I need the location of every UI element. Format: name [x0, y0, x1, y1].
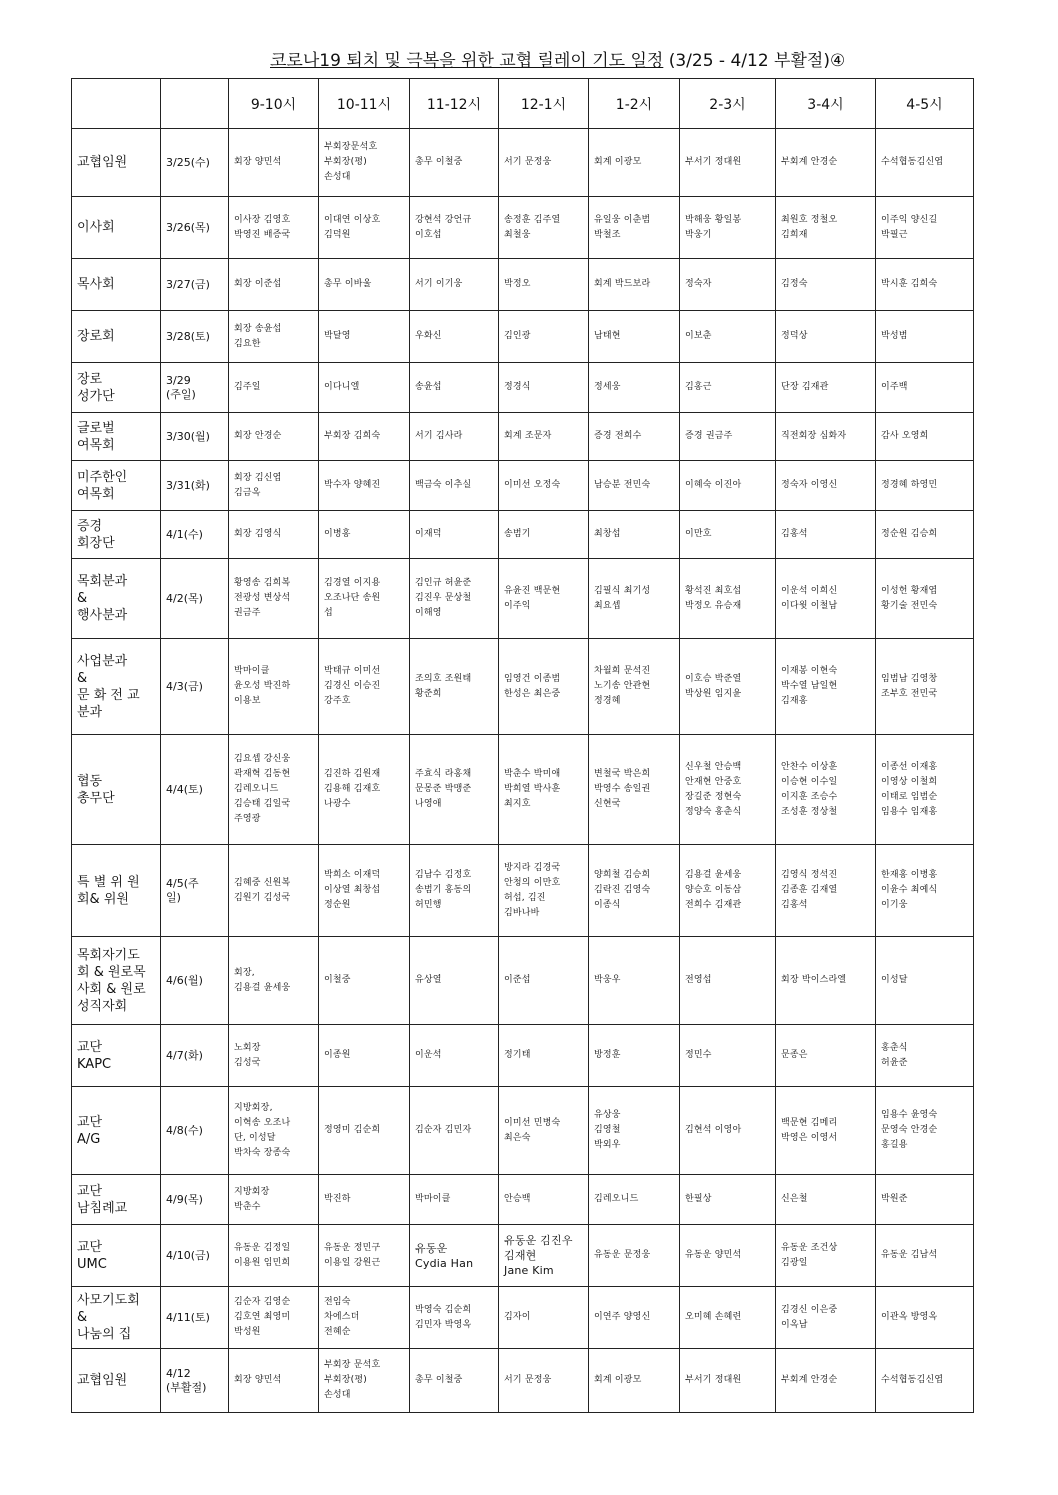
time-slot-cell: 전영섭	[680, 937, 776, 1025]
time-slot-cell: 김순자 김영순 김호연 최영미 박성원	[229, 1287, 319, 1349]
prayer-schedule-table	[71, 78, 974, 1413]
time-slot-cell: 이성헌 황재엽 황기술 전민숙	[876, 559, 974, 639]
time-slot-cell: 김남수 김정호 송범기 홍동의 허민행	[410, 845, 499, 937]
schedule-row	[72, 363, 974, 413]
time-slot-cell: 남승분 전민숙	[589, 461, 680, 511]
column-header-5: 12-1시	[499, 79, 589, 129]
time-slot-cell: 이주백	[876, 363, 974, 413]
time-slot-cell: 차월희 문석진 노기송 안관현 정경혜	[589, 639, 680, 735]
time-slot-cell: 김홍근	[680, 363, 776, 413]
date-cell: 3/25(수)	[161, 129, 229, 197]
column-header-6: 1-2시	[589, 79, 680, 129]
date-cell: 3/27(금)	[161, 259, 229, 311]
date-cell: 3/26(목)	[161, 197, 229, 259]
schedule-row	[72, 1025, 974, 1087]
schedule-row	[72, 559, 974, 639]
schedule-row	[72, 197, 974, 259]
column-header-2: 9-10시	[229, 79, 319, 129]
time-slot-cell: 이사장 김영호 박영진 배증국	[229, 197, 319, 259]
time-slot-cell: 단장 김재관	[776, 363, 876, 413]
time-slot-cell: 박진하	[319, 1175, 410, 1225]
time-slot-cell: 강현석 강언규 이호섭	[410, 197, 499, 259]
group-name: 교단 KAPC	[72, 1025, 161, 1087]
time-slot-cell: 김필식 최기성 최요셉	[589, 559, 680, 639]
time-slot-cell: 유동운 조건상 김광일	[776, 1225, 876, 1287]
time-slot-cell: 지방회장 박춘수	[229, 1175, 319, 1225]
time-slot-cell: 안찬수 이상훈 이승현 이수일 이지훈 조승수 조성훈 정상철	[776, 735, 876, 845]
time-slot-cell: 이재덕	[410, 511, 499, 559]
time-slot-cell: 한필상	[680, 1175, 776, 1225]
time-slot-cell: 이준섭	[499, 937, 589, 1025]
time-slot-cell: 김정숙	[776, 259, 876, 311]
time-slot-cell: 박시훈 김희숙	[876, 259, 974, 311]
time-slot-cell: 박해웅 황일봉 박웅기	[680, 197, 776, 259]
time-slot-cell: 박원준	[876, 1175, 974, 1225]
time-slot-cell: 박태규 이미선 김경신 이승진 강주호	[319, 639, 410, 735]
time-slot-cell: 유동운 문정웅	[589, 1225, 680, 1287]
time-slot-cell: 이다니엘	[319, 363, 410, 413]
schedule-row	[72, 1087, 974, 1175]
time-slot-cell: 최원호 정철오 김희재	[776, 197, 876, 259]
time-slot-cell: 박웅우	[589, 937, 680, 1025]
schedule-row	[72, 845, 974, 937]
schedule-row	[72, 511, 974, 559]
time-slot-cell: 부서기 정대원	[680, 1349, 776, 1413]
time-slot-cell: 안승백	[499, 1175, 589, 1225]
time-slot-cell: 회장 이준섭	[229, 259, 319, 311]
time-slot-cell: 정세웅	[589, 363, 680, 413]
time-slot-cell: 이미선 오정숙	[499, 461, 589, 511]
date-cell: 3/31(화)	[161, 461, 229, 511]
schedule-row	[72, 1175, 974, 1225]
schedule-row	[72, 129, 974, 197]
time-slot-cell: 증경 권금주	[680, 413, 776, 461]
date-cell: 3/29 (주일)	[161, 363, 229, 413]
time-slot-cell: 회장 김영식	[229, 511, 319, 559]
time-slot-cell: 유상웅 김영철 박외우	[589, 1087, 680, 1175]
time-slot-cell: 박춘수 박미애 박희열 박사훈 최지호	[499, 735, 589, 845]
time-slot-cell: 김홍석	[776, 511, 876, 559]
date-cell: 4/4(토)	[161, 735, 229, 845]
time-slot-cell: 서기 김사라	[410, 413, 499, 461]
time-slot-cell: 남태현	[589, 311, 680, 363]
time-slot-cell: 주효식 라홍채 문몽준 박맹준 나영애	[410, 735, 499, 845]
schedule-row	[72, 461, 974, 511]
date-cell: 3/30(월)	[161, 413, 229, 461]
time-slot-cell: 김인규 허윤준 김진우 문상철 이해영	[410, 559, 499, 639]
title-date-range: (3/25 - 4/12 부활절)④	[668, 51, 846, 71]
time-slot-cell: 김인광	[499, 311, 589, 363]
date-cell: 4/3(금)	[161, 639, 229, 735]
time-slot-cell: 송정훈 김주열 최철웅	[499, 197, 589, 259]
time-slot-cell: 정경식	[499, 363, 589, 413]
time-slot-cell: 정경혜 하영민	[876, 461, 974, 511]
time-slot-cell: 조의호 조원태 황준희	[410, 639, 499, 735]
time-slot-cell: 박정오	[499, 259, 589, 311]
time-slot-cell: 이대연 이상호 김덕원	[319, 197, 410, 259]
time-slot-cell: 유동운 김남석	[876, 1225, 974, 1287]
time-slot-cell: 박마이클	[410, 1175, 499, 1225]
time-slot-cell: 서기 문정웅	[499, 129, 589, 197]
group-name: 협동 총무단	[72, 735, 161, 845]
group-name: 목사회	[72, 259, 161, 311]
group-name: 글로벌 여목회	[72, 413, 161, 461]
time-slot-cell: 직전회장 심화자	[776, 413, 876, 461]
column-header-4: 11-12시	[410, 79, 499, 129]
group-name: 장로 성가단	[72, 363, 161, 413]
time-slot-cell: 유동운 정민구 이용일 강원근	[319, 1225, 410, 1287]
time-slot-cell: 이성달	[876, 937, 974, 1025]
time-slot-cell: 김용걸 윤세웅 양승호 이동삼 전희수 김재관	[680, 845, 776, 937]
schedule-row	[72, 259, 974, 311]
column-header-0	[72, 79, 161, 129]
time-slot-cell: 이운석 이희신 이다윗 이철남	[776, 559, 876, 639]
column-header-1	[161, 79, 229, 129]
schedule-row	[72, 937, 974, 1025]
time-slot-cell: 이운석	[410, 1025, 499, 1087]
time-slot-cell: 우화신	[410, 311, 499, 363]
time-slot-cell: 회계 박드보라	[589, 259, 680, 311]
column-header-9: 4-5시	[876, 79, 974, 129]
date-cell: 4/2(목)	[161, 559, 229, 639]
time-slot-cell: 김주일	[229, 363, 319, 413]
time-slot-cell: 한재홍 이병홍 이윤수 최예식 이기웅	[876, 845, 974, 937]
time-slot-cell: 회장 김신엽 김금옥	[229, 461, 319, 511]
time-slot-cell: 회장 박이스라엘	[776, 937, 876, 1025]
time-slot-cell: 지방회장, 이혁송 오조나 단, 이성달 박차숙 장종숙	[229, 1087, 319, 1175]
time-slot-cell: 김순자 김민자	[410, 1087, 499, 1175]
time-slot-cell: 회장 양민석	[229, 1349, 319, 1413]
group-name: 이사회	[72, 197, 161, 259]
time-slot-cell: 이만호	[680, 511, 776, 559]
time-slot-cell: 김경열 이지용 오조나단 송원 섭	[319, 559, 410, 639]
time-slot-cell: 이혜숙 이진아	[680, 461, 776, 511]
time-slot-cell: 이보춘	[680, 311, 776, 363]
group-name: 교단 UMC	[72, 1225, 161, 1287]
time-slot-cell: 수석협동김신엽	[876, 1349, 974, 1413]
date-cell: 4/12 (부활절)	[161, 1349, 229, 1413]
time-slot-cell: 회장, 김용걸 윤세웅	[229, 937, 319, 1025]
time-slot-cell: 정기태	[499, 1025, 589, 1087]
group-name: 교협임원	[72, 1349, 161, 1413]
time-slot-cell: 이주익 양신길 박필근	[876, 197, 974, 259]
time-slot-cell: 박달영	[319, 311, 410, 363]
time-slot-cell: 김혜중 신원복 김원기 김성국	[229, 845, 319, 937]
schedule-row	[72, 1287, 974, 1349]
schedule-row	[72, 1225, 974, 1287]
column-header-7: 2-3시	[680, 79, 776, 129]
column-header-8: 3-4시	[776, 79, 876, 129]
group-name: 교단 남침례교	[72, 1175, 161, 1225]
group-name: 교협임원	[72, 129, 161, 197]
column-header-3: 10-11시	[319, 79, 410, 129]
time-slot-cell: 정순원 김승희	[876, 511, 974, 559]
time-slot-cell: 부회계 안경순	[776, 129, 876, 197]
time-slot-cell: 정숙자 이영신	[776, 461, 876, 511]
time-slot-cell: 홍춘식 허윤준	[876, 1025, 974, 1087]
time-slot-cell: 방지라 김경국 안청의 이만호 허섭, 김진 김바나바	[499, 845, 589, 937]
schedule-row	[72, 1349, 974, 1413]
time-slot-cell: 증경 전희수	[589, 413, 680, 461]
schedule-row	[72, 311, 974, 363]
group-name: 목회자기도 회 & 원로목 사회 & 원로 성직자회	[72, 937, 161, 1025]
time-slot-cell: 회계 이광모	[589, 129, 680, 197]
time-slot-cell: 임영건 이종범 한성은 최은중	[499, 639, 589, 735]
date-cell: 4/10(금)	[161, 1225, 229, 1287]
time-slot-cell: 유일웅 이춘범 박철조	[589, 197, 680, 259]
time-slot-cell: 황영송 김희복 전광성 변상석 권금주	[229, 559, 319, 639]
time-slot-cell: 변철국 박은희 박영수 송일권 신현국	[589, 735, 680, 845]
date-cell: 4/11(토)	[161, 1287, 229, 1349]
time-slot-cell: 오미혜 손혜련	[680, 1287, 776, 1349]
date-cell: 4/8(수)	[161, 1087, 229, 1175]
time-slot-cell: 송범기	[499, 511, 589, 559]
date-cell: 4/5(주 일)	[161, 845, 229, 937]
time-slot-cell: 정덕상	[776, 311, 876, 363]
time-slot-cell: 정숙자	[680, 259, 776, 311]
time-slot-cell: 유동운 김진우 김재현 Jane Kim	[499, 1225, 589, 1287]
time-slot-cell: 백금숙 이추실	[410, 461, 499, 511]
group-name: 사업분과 & 문 화 전 교 분과	[72, 639, 161, 735]
time-slot-cell: 회장 양민석	[229, 129, 319, 197]
time-slot-cell: 유윤진 백문현 이주익	[499, 559, 589, 639]
group-name: 증경 회장단	[72, 511, 161, 559]
time-slot-cell: 정영미 김순희	[319, 1087, 410, 1175]
time-slot-cell: 서기 문정웅	[499, 1349, 589, 1413]
group-name: 미주한인 여목회	[72, 461, 161, 511]
time-slot-cell: 양희철 김승희 김락진 김영숙 이종식	[589, 845, 680, 937]
time-slot-cell: 이관옥 방영옥	[876, 1287, 974, 1349]
time-slot-cell: 박수자 양혜진	[319, 461, 410, 511]
time-slot-cell: 감사 오영희	[876, 413, 974, 461]
time-slot-cell: 부서기 정대원	[680, 129, 776, 197]
time-slot-cell: 송윤섭	[410, 363, 499, 413]
time-slot-cell: 신우철 안승백 안재현 안중호 장길준 정현숙 정양숙 홍춘식	[680, 735, 776, 845]
schedule-row	[72, 639, 974, 735]
time-slot-cell: 김현석 이영아	[680, 1087, 776, 1175]
time-slot-cell: 김경신 이은중 이옥남	[776, 1287, 876, 1349]
time-slot-cell: 신은철	[776, 1175, 876, 1225]
time-slot-cell: 부회장문석호 부회장(평) 손성대	[319, 129, 410, 197]
date-cell: 4/1(수)	[161, 511, 229, 559]
group-name: 교단 A/G	[72, 1087, 161, 1175]
time-slot-cell: 이미선 민병숙 최은숙	[499, 1087, 589, 1175]
time-slot-cell: 회장 송윤섭 김요한	[229, 311, 319, 363]
schedule-row	[72, 413, 974, 461]
time-slot-cell: 이철중	[319, 937, 410, 1025]
time-slot-cell: 정민수	[680, 1025, 776, 1087]
time-slot-cell: 문종은	[776, 1025, 876, 1087]
time-slot-cell: 이호승 박준열 박상원 임지윤	[680, 639, 776, 735]
time-slot-cell: 김진하 김원재 김용해 김재호 나광수	[319, 735, 410, 845]
time-slot-cell: 최창섭	[589, 511, 680, 559]
time-slot-cell: 유동운 김정일 이용원 임민희	[229, 1225, 319, 1287]
date-cell: 4/7(화)	[161, 1025, 229, 1087]
time-slot-cell: 박희소 이재덕 이상열 최창섭 정순원	[319, 845, 410, 937]
time-slot-cell: 방정훈	[589, 1025, 680, 1087]
group-name: 목회분과 & 행사분과	[72, 559, 161, 639]
time-slot-cell: 황석진 최호섭 박정오 유승재	[680, 559, 776, 639]
group-name: 장로회	[72, 311, 161, 363]
time-slot-cell: 이연주 양영신	[589, 1287, 680, 1349]
time-slot-cell: 회장 안경순	[229, 413, 319, 461]
time-slot-cell: 이병홍	[319, 511, 410, 559]
time-slot-cell: 노회장 김성국	[229, 1025, 319, 1087]
time-slot-cell: 수석협동김신엽	[876, 129, 974, 197]
group-name: 사모기도회 & 나눔의 집	[72, 1287, 161, 1349]
time-slot-cell: 이종원	[319, 1025, 410, 1087]
document-title	[270, 46, 970, 71]
time-slot-cell: 이종선 이재홍 이영상 이철희 이태로 임범순 임용수 임재홍	[876, 735, 974, 845]
date-cell: 4/6(월)	[161, 937, 229, 1025]
time-slot-cell: 회계 조문자	[499, 413, 589, 461]
time-slot-cell: 김요셉 강신웅 곽재혁 김동현 김레오니드 김승태 김일국 주영광	[229, 735, 319, 845]
time-slot-cell: 박성범	[876, 311, 974, 363]
time-slot-cell: 유상열	[410, 937, 499, 1025]
time-slot-cell: 김자이	[499, 1287, 589, 1349]
time-slot-cell: 총무 이철중	[410, 129, 499, 197]
time-slot-cell: 부회장 문석호 부회장(평) 손성대	[319, 1349, 410, 1413]
time-slot-cell: 부회장 김희숙	[319, 413, 410, 461]
time-slot-cell: 총무 이철중	[410, 1349, 499, 1413]
time-slot-cell: 박마이클 윤오성 박진하 이용보	[229, 639, 319, 735]
time-slot-cell: 유동운 Cydia Han	[410, 1225, 499, 1287]
date-cell: 3/28(토)	[161, 311, 229, 363]
date-cell: 4/9(목)	[161, 1175, 229, 1225]
title-main: 코로나19 퇴치 및 극복을 위한 교협 릴레이 기도 일정	[270, 51, 664, 71]
time-slot-cell: 박영숙 김순희 김민자 박영옥	[410, 1287, 499, 1349]
time-slot-cell: 임용수 윤영숙 문영숙 안경순 홍길용	[876, 1087, 974, 1175]
time-slot-cell: 김레오니드	[589, 1175, 680, 1225]
time-slot-cell: 임범남 김영창 조부호 전민국	[876, 639, 974, 735]
time-slot-cell: 회계 이광모	[589, 1349, 680, 1413]
time-slot-cell: 유동운 양민석	[680, 1225, 776, 1287]
time-slot-cell: 백문현 김메리 박영은 이영서	[776, 1087, 876, 1175]
time-slot-cell: 전임숙 차에스더 전혜순	[319, 1287, 410, 1349]
time-slot-cell: 서기 이기웅	[410, 259, 499, 311]
time-slot-cell: 이재봉 이현숙 박수열 남일현 김재홍	[776, 639, 876, 735]
time-slot-cell: 총무 이바울	[319, 259, 410, 311]
time-slot-cell: 김영식 정석진 김종훈 김재열 김홍석	[776, 845, 876, 937]
time-slot-cell: 부회계 안경순	[776, 1349, 876, 1413]
group-name: 특 별 위 원 회& 위원	[72, 845, 161, 937]
header-row	[72, 79, 974, 129]
schedule-row	[72, 735, 974, 845]
